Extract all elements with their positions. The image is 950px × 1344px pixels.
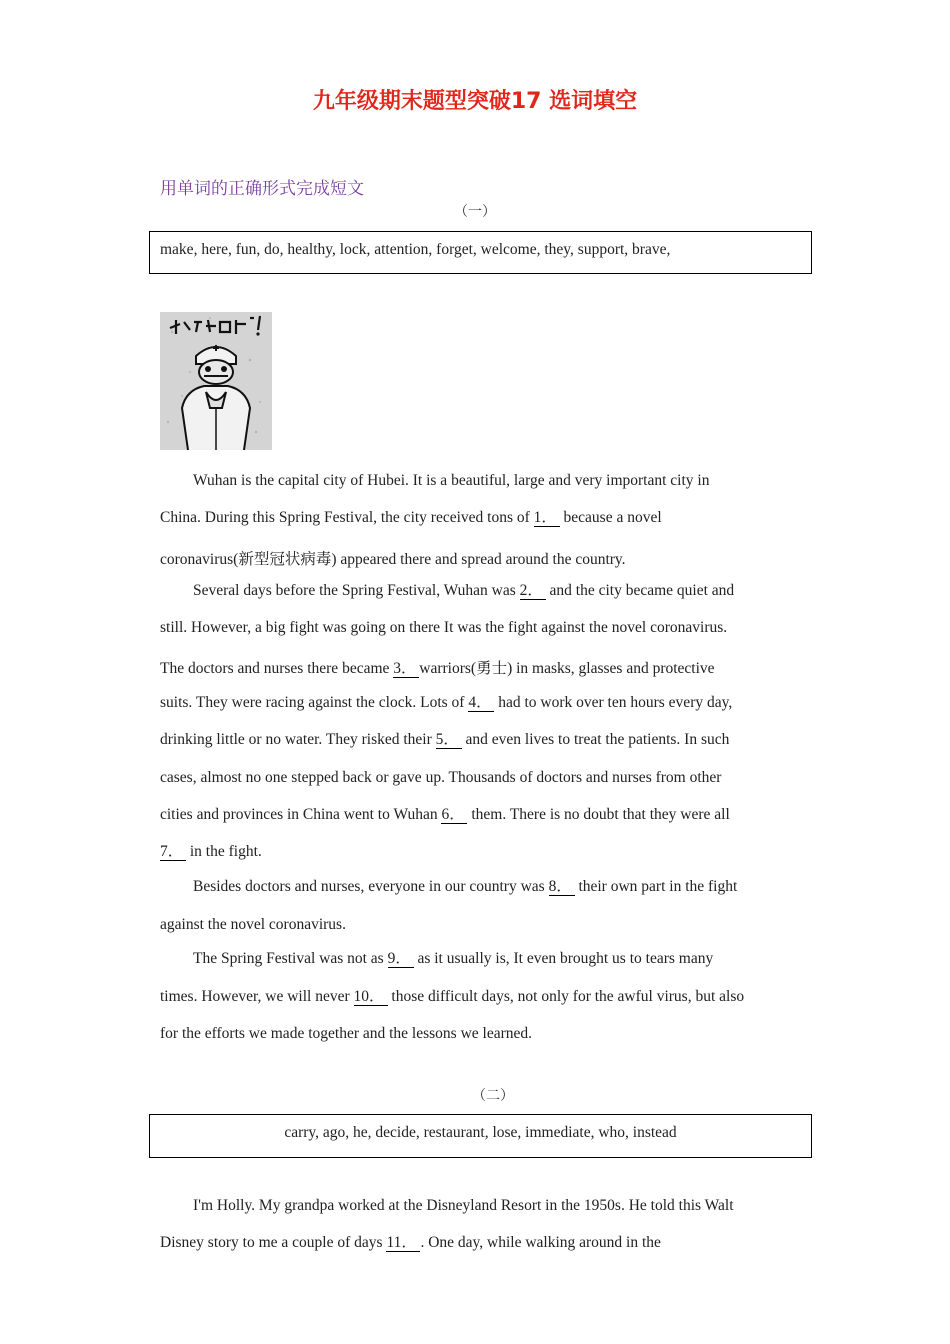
passage-1-line: 7． in the fight.: [160, 843, 262, 860]
passage-2-line: Disney story to me a couple of days 11． . One day, while walking around in the: [160, 1234, 661, 1251]
word-bank-1: [149, 231, 812, 274]
passage-1-line: Besides doctors and nurses, everyone in our country was 8． their own part in the fight: [193, 878, 738, 895]
passage-1-line: China. During this Spring Festival, the city received tons of 1． because a novel: [160, 509, 662, 526]
illustration-caption: [160, 312, 161, 313]
blank-2[interactable]: 2．: [520, 583, 546, 600]
passage-1-line: Wuhan is the capital city of Hubei. It is a beautiful, large and very important city in: [193, 472, 710, 489]
instruction-heading: 用单词的正确形式完成短文: [160, 179, 364, 199]
passage-1-line: The doctors and nurses there became 3． warriors(勇士) in masks, glasses and protective: [160, 660, 715, 677]
word-bank-2: [149, 1114, 812, 1158]
passage-1-line: The Spring Festival was not as 9． as it usually is, It even brought us to tears many: [193, 950, 714, 967]
blank-5[interactable]: 5．: [436, 732, 462, 749]
passage-1-line: Several days before the Spring Festival, Wuhan was 2． and the city became quiet and: [193, 582, 735, 599]
blank-3[interactable]: 3．: [393, 661, 419, 678]
passage-1-line: still. However, a big fight was going on there It was the fight against the novel coronavirus.: [160, 619, 728, 636]
section-2-mark: （二）: [472, 1089, 514, 1104]
passage-1-line: times. However, we will never 10． those difficult days, not only for the awful virus, but also: [160, 988, 745, 1005]
blank-11[interactable]: 11．: [386, 1235, 420, 1252]
blank-1[interactable]: 1．: [534, 510, 560, 527]
word-bank-1-text: make, here, fun, do, healthy, lock, attention, forget, welcome, they, support, brave,: [160, 241, 671, 258]
page-title: 九年级期末题型突破17 选词填空: [312, 89, 638, 114]
passage-1-line: against the novel coronavirus.: [160, 916, 346, 933]
blank-7[interactable]: 7．: [160, 844, 186, 861]
passage-1-line: suits. They were racing against the clock. Lots of 4． had to work over ten hours every day,: [160, 694, 733, 711]
passage-1-line: drinking little or no water. They risked their 5． and even lives to treat the patients. In such: [160, 731, 730, 748]
blank-9[interactable]: 9．: [388, 951, 414, 968]
passage-2-line: I'm Holly. My grandpa worked at the Disneyland Resort in the 1950s. He told this Walt: [193, 1197, 734, 1214]
passage-1-line: for the efforts we made together and the lessons we learned.: [160, 1025, 533, 1042]
wuhan-jiayou-illustration: [160, 312, 272, 450]
section-1-mark: （一）: [454, 205, 496, 220]
blank-8[interactable]: 8．: [549, 879, 575, 896]
passage-1-line: coronavirus(新型冠状病毒) appeared there and spread around the country.: [160, 551, 626, 568]
passage-1-line: cases, almost no one stepped back or gave up. Thousands of doctors and nurses from other: [160, 769, 722, 786]
blank-10[interactable]: 10．: [354, 989, 388, 1006]
word-bank-2-text: carry, ago, he, decide, restaurant, lose, immediate, who, instead: [284, 1124, 677, 1141]
blank-6[interactable]: 6．: [441, 807, 467, 824]
passage-1-line: cities and provinces in China went to Wuhan 6． them. There is no doubt that they were all: [160, 806, 730, 823]
blank-4[interactable]: 4．: [468, 695, 494, 712]
